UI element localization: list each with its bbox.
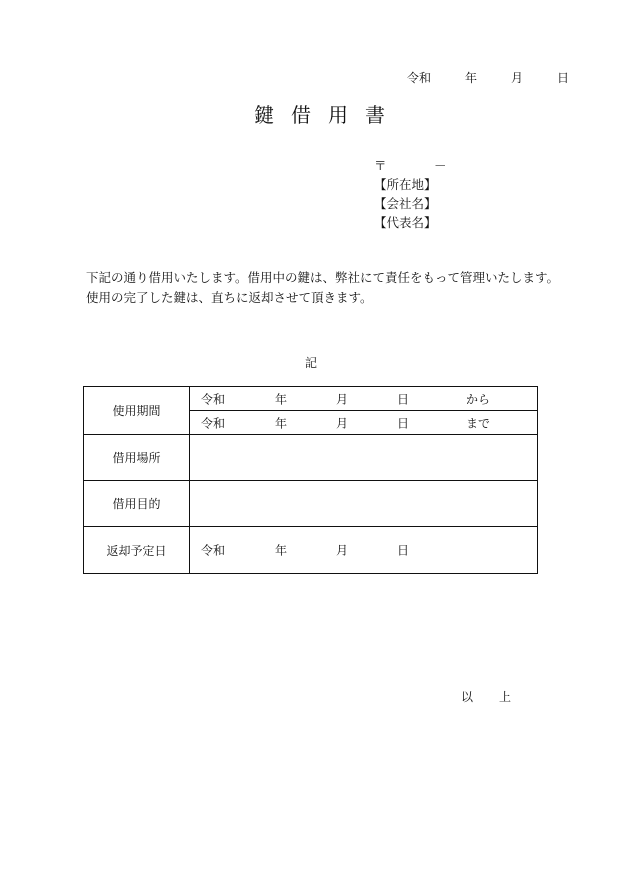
period-from-month: 月 bbox=[336, 392, 349, 406]
period-to-day: 日 bbox=[397, 416, 410, 430]
purpose-row bbox=[84, 481, 538, 527]
period-to-era: 令和 bbox=[201, 416, 226, 430]
postal-dash: － bbox=[434, 158, 447, 173]
period-to-month: 月 bbox=[336, 416, 349, 430]
body-line-1: 下記の通り借用いたします。借用中の鍵は、弊社にて責任をもって管理いたします。 bbox=[86, 270, 560, 285]
details-table bbox=[83, 386, 538, 574]
period-from-year: 年 bbox=[275, 392, 288, 406]
return-row bbox=[84, 527, 538, 574]
period-from-row bbox=[84, 387, 538, 411]
header-date-era: 令和 bbox=[407, 71, 432, 85]
title-char-2: 借 bbox=[291, 103, 311, 127]
body-line-2: 使用の完了した鍵は、直ちに返却させて頂きます。 bbox=[86, 290, 373, 305]
period-label: 使用期間 bbox=[84, 387, 190, 435]
return-year: 年 bbox=[275, 543, 288, 558]
return-month: 月 bbox=[336, 543, 349, 558]
body-paragraph bbox=[86, 268, 559, 308]
purpose-cell[interactable] bbox=[190, 481, 538, 527]
title-char-4: 書 bbox=[365, 103, 385, 127]
period-to-year: 年 bbox=[275, 416, 288, 430]
place-row bbox=[84, 435, 538, 481]
period-from-day: 日 bbox=[397, 392, 410, 406]
place-cell[interactable] bbox=[190, 435, 538, 481]
company-label: 【会社名】 bbox=[374, 196, 437, 211]
postal-mark: 〒 bbox=[374, 158, 387, 173]
period-to-cell[interactable] bbox=[190, 411, 538, 435]
return-label: 返却予定日 bbox=[84, 527, 190, 574]
period-from-era: 令和 bbox=[201, 392, 226, 406]
period-to-suffix: まで bbox=[466, 416, 491, 430]
header-date-month: 月 bbox=[511, 71, 524, 85]
title-char-3: 用 bbox=[328, 103, 348, 127]
representative-label: 【代表名】 bbox=[374, 215, 437, 230]
return-era: 令和 bbox=[201, 543, 226, 558]
period-from-cell[interactable] bbox=[190, 387, 538, 411]
return-date-cell[interactable] bbox=[190, 527, 538, 574]
title-char-1: 鍵 bbox=[254, 103, 274, 127]
purpose-label: 借用目的 bbox=[84, 481, 190, 527]
closing-char-2: 上 bbox=[499, 690, 512, 704]
header-date-year: 年 bbox=[465, 71, 478, 85]
location-label: 【所在地】 bbox=[374, 177, 437, 192]
header-date-day: 日 bbox=[557, 71, 570, 85]
ki-heading: 記 bbox=[305, 356, 318, 370]
place-label: 借用場所 bbox=[84, 435, 190, 481]
closing-char-1: 以 bbox=[461, 690, 474, 704]
return-day: 日 bbox=[397, 543, 410, 558]
period-from-suffix: から bbox=[466, 392, 491, 406]
